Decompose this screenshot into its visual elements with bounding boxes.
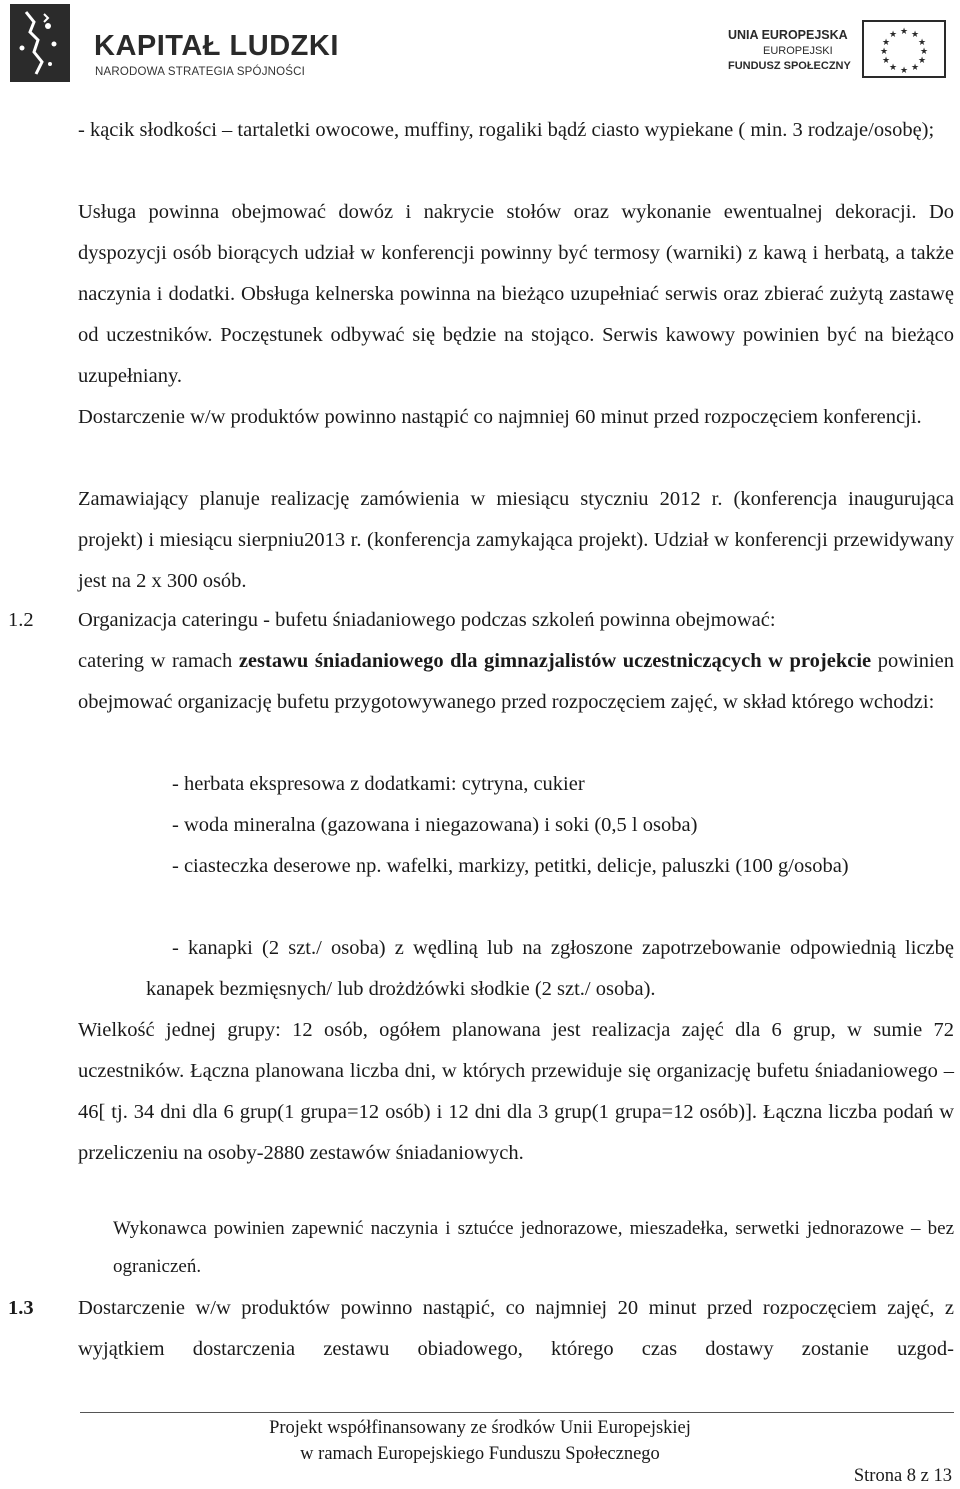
intro-paragraph-3: Dostarczenie w/w produktów powinno nastąpić co najmniej 60 minut przed rozpoczęciem konferencji. <box>78 406 922 428</box>
kapital-ludzki-logo <box>8 4 339 84</box>
intro-paragraph-2: Usługa powinna obejmować dowóz i nakrycie stołów oraz wykonanie ewentualnej dekoracji. Do dyspozycji osób biorących udział w konferencji powinny być termosy (warniki) z kawą i herbatą, a także naczynia i dodatki. Obsługa kelnerska powinna na bieżąco uzupełniać serwis oraz zbierać zużytą zastawę od uczestników. Poczęstunek odbywać się będzie na stojąco. Serwis kawowy powinien być na bieżąco uzupełniany. <box>78 201 954 387</box>
eu-logo-line3: FUNDUSZ SPOŁECZNY <box>728 60 851 72</box>
section-1-2-heading: Organizacja cateringu - bufetu śniadaniowego podczas szkoleń powinna obejmować: <box>78 609 776 631</box>
intro-paragraph-4: Zamawiający planuje realizację zamówienia w miesiącu styczniu 2012 r. (konferencja inaugurująca projekt) i miesiącu sierpniu2013 r. (konferencja zamykająca projekt). Udział w konferencji przewidywany jest na 2 x 300 osób. <box>78 488 954 592</box>
breakfast-set-bold: zestawu śniadaniowego dla gimnazjalistów uczestniczących w projekcie <box>238 650 872 672</box>
footer-divider <box>80 1412 954 1413</box>
intro-paragraph-1: - kącik słodkości – tartaletki owocowe, muffiny, rogaliki bądź ciasto wypiekane ( min. 3 rodzaje/osobę); <box>78 119 935 141</box>
list-item: - ciasteczka deserowe np. wafelki, markizy, petitki, delicje, paluszki (100 g/osoba) <box>172 855 849 877</box>
eu-flag-icon <box>862 20 946 78</box>
svg-text:★: ★ <box>899 66 909 76</box>
svg-text:★: ★ <box>881 56 891 66</box>
section-1-2-intro: catering w ramach zestawu śniadaniowego dla gimnazjalistów uczestniczących w projekcie powinien obejmować organizację bufetu przygotowywanego przed rozpoczęciem zajęć, w skład którego wchodzi: <box>78 650 954 713</box>
page-number: Strona 8 z 13 <box>853 1466 952 1486</box>
list-item: - woda mineralna (gazowana i niegazowana) i soki (0,5 l osoba) <box>172 814 698 836</box>
footer-line-2: w ramach Europejskiego Funduszu Społecznego <box>300 1444 660 1464</box>
svg-text:★: ★ <box>917 56 927 66</box>
kapital-ludzki-emblem-icon <box>8 4 88 84</box>
svg-text:★: ★ <box>910 63 920 73</box>
svg-text:★: ★ <box>899 27 909 37</box>
kapital-ludzki-title: KAPITAŁ LUDZKI <box>94 30 339 62</box>
list-item: - kanapki (2 szt./ osoba) z wędliną lub na zgłoszone zapotrzebowanie odpowiednią liczbę kanapek bezmięsnych/ lub drożdżówki słodkie (2 szt./ osoba). <box>146 937 954 1000</box>
svg-text:★: ★ <box>888 30 898 40</box>
svg-text:★: ★ <box>919 47 929 57</box>
svg-text:★: ★ <box>910 30 920 40</box>
section-1-2-number: 1.2 <box>8 609 34 631</box>
footer-line-1: Projekt współfinansowany ze środków Unii Europejskiej <box>269 1418 691 1438</box>
eu-logo-line2: EUROPEJSKI <box>763 45 833 57</box>
list-item: - herbata ekspresowa z dodatkami: cytryna, cukier <box>172 773 585 795</box>
svg-text:★: ★ <box>917 38 927 48</box>
svg-text:★: ★ <box>881 38 891 48</box>
section-1-3-text: Dostarczenie w/w produktów powinno nastąpić, co najmniej 20 minut przed rozpoczęciem zajęć, z wyjątkiem dostarczenia zestawu obiadowego, którego czas dostawy zostanie uzgod- <box>78 1297 954 1360</box>
section-1-2-note: Wykonawca powinien zapewnić naczynia i sztućce jednorazowe, mieszadełka, serwetki jednorazowe – bez ograniczeń. <box>113 1218 954 1277</box>
svg-text:★: ★ <box>879 47 889 57</box>
section-1-3-number: 1.3 <box>8 1297 34 1319</box>
eu-logo-line1: UNIA EUROPEJSKA <box>728 28 848 42</box>
kapital-ludzki-subtitle: NARODOWA STRATEGIA SPÓJNOŚCI <box>95 66 306 78</box>
svg-text:★: ★ <box>888 63 898 73</box>
section-1-2-summary: Wielkość jednej grupy: 12 osób, ogółem planowana jest realizacja zajęć dla 6 grup, w sumie 72 uczestników. Łączna planowana liczba dni, w których przewiduje się organizację bufetu śniadaniowego – 46[ tj. 34 dni dla 6 grup(1 grupa=12 osób) i 12 dni dla 3 grup(1 grupa=12 osób)]. Łączna liczba podań w przeliczeniu na osoby-2880 zestawów śniadaniowych. <box>78 1019 954 1164</box>
eu-logo <box>722 20 954 80</box>
